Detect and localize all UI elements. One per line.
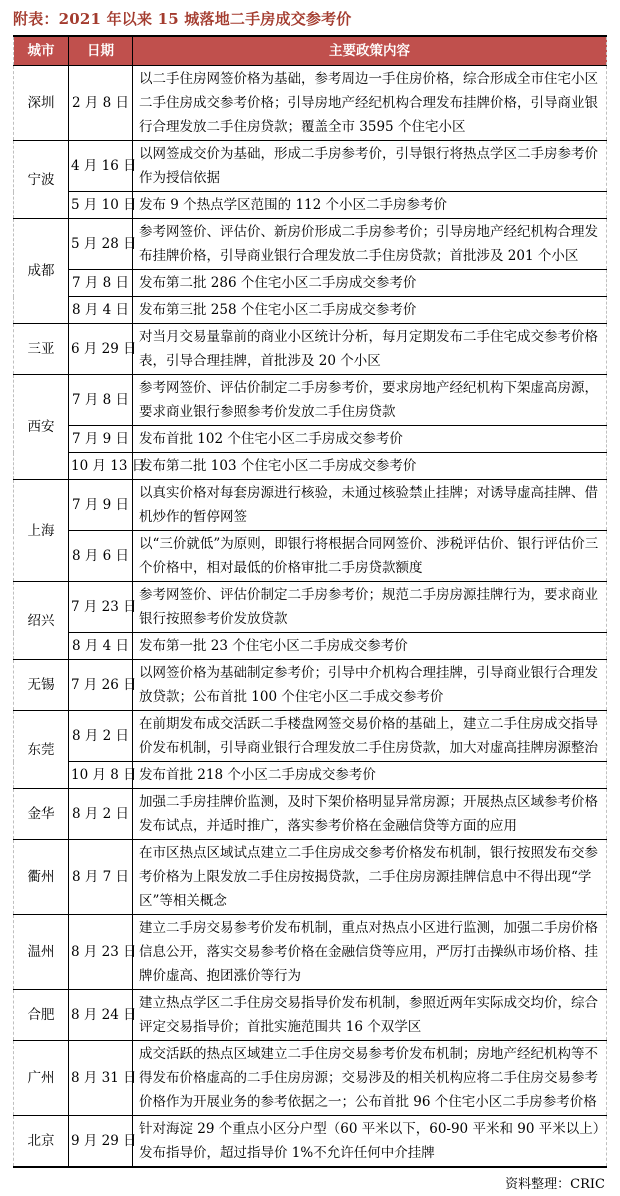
- city-cell: 金华: [14, 789, 69, 840]
- date-cell: 7 月 8 日: [69, 270, 133, 297]
- table-row: [14, 762, 607, 789]
- date-cell: 7 月 9 日: [69, 426, 133, 453]
- table-row: [14, 66, 607, 141]
- policy-table: [13, 35, 607, 1168]
- table-row: [14, 531, 607, 582]
- date-cell: 7 月 9 日: [69, 480, 133, 531]
- policy-content-cell: 以“三价就低”为原则，即银行将根据合同网签价、涉税评估价、银行评估价三个价格中，相对最低的价格审批二手房贷款额度: [133, 531, 607, 582]
- policy-content-cell: 以网签成交价为基础，形成二手房参考价，引导银行将热点学区二手房参考价作为授信依据: [133, 141, 607, 192]
- city-cell: 合肥: [14, 990, 69, 1041]
- table-row: [14, 453, 607, 480]
- policy-content-cell: 加强二手房挂牌价监测，及时下架价格明显异常房源；开展热点区域参考价格发布试点，并适时推广，落实参考价格在金融信贷等方面的应用: [133, 789, 607, 840]
- table-row: [14, 375, 607, 426]
- policy-content-cell: 以真实价格对每套房源进行核验，未通过核验禁止挂牌；对诱导虚高挂牌、借机炒作的暂停网签: [133, 480, 607, 531]
- policy-content-cell: 发布首批 218 个小区二手房成交参考价: [133, 762, 607, 789]
- date-cell: 8 月 7 日: [69, 840, 133, 915]
- policy-content-cell: 针对海淀 29 个重点小区分户型（60 平米以下，60-90 平米和 90 平米以上）发布指导价，超过指导价 1%不允许任何中介挂牌: [133, 1116, 607, 1168]
- page-title: 附表：2021 年以来 15 城落地二手房成交参考价: [13, 10, 352, 28]
- policy-content-cell: 发布首批 102 个住宅小区二手房成交参考价: [133, 426, 607, 453]
- policy-content-cell: 对当月交易量靠前的商业小区统计分析，每月定期发布二手住宅成交参考价格表，引导合理挂牌，首批涉及 20 个小区: [133, 324, 607, 375]
- policy-content-cell: 参考网签价、评估价制定二手房参考价；规范二手房房源挂牌行为，要求商业银行按照参考价发放贷款: [133, 582, 607, 633]
- column-header-city: 城市: [14, 36, 69, 66]
- table-row: [14, 711, 607, 762]
- policy-content-cell: 在市区热点区域试点建立二手住房成交参考价格发布机制，银行按照发布交参考价格为上限发放二手住房按揭贷款，二手住房房源挂牌信息中不得出现“学区”等相关概念: [133, 840, 607, 915]
- source-credit: 资料整理：CRIC: [505, 1177, 605, 1192]
- policy-content-cell: 发布 9 个热点学区范围的 112 个小区二手房参考价: [133, 192, 607, 219]
- city-cell: 温州: [14, 915, 69, 990]
- table-row: [14, 297, 607, 324]
- date-cell: 2 月 8 日: [69, 66, 133, 141]
- policy-content-cell: 参考网签价、评估价制定二手房参考价，要求房地产经纪机构下架虚高房源，要求商业银行参照参考价发放二手住房贷款: [133, 375, 607, 426]
- city-cell: 宁波: [14, 141, 69, 219]
- table-row: [14, 324, 607, 375]
- policy-content-cell: 发布第二批 103 个住宅小区二手房成交参考价: [133, 453, 607, 480]
- city-cell: 成都: [14, 219, 69, 324]
- table-row: [14, 660, 607, 711]
- policy-content-cell: 参考网签价、评估价、新房价形成二手房参考价；引导房地产经纪机构合理发布挂牌价格，引导商业银行合理发放二手住房贷款；首批涉及 201 个小区: [133, 219, 607, 270]
- table-row: [14, 840, 607, 915]
- table-row: [14, 915, 607, 990]
- date-cell: 8 月 4 日: [69, 633, 133, 660]
- city-cell: 上海: [14, 480, 69, 582]
- policy-content-cell: 以二手住房网签价格为基础，参考周边一手住房价格，综合形成全市住宅小区二手住房成交参考价格；引导房地产经纪机构合理发布挂牌价格，引导商业银行合理发放二手住房贷款；覆盖全市 3595 个住宅小区: [133, 66, 607, 141]
- policy-content-cell: 发布第三批 258 个住宅小区二手房成交参考价: [133, 297, 607, 324]
- city-cell: 西安: [14, 375, 69, 480]
- city-cell: 深圳: [14, 66, 69, 141]
- date-cell: 9 月 29 日: [69, 1116, 133, 1168]
- table-row: [14, 582, 607, 633]
- city-cell: 北京: [14, 1116, 69, 1168]
- table-row: [14, 1116, 607, 1168]
- policy-content-cell: 在前期发布成交活跃二手楼盘网签交易价格的基础上，建立二手住房成交指导价发布机制，引导商业银行合理发放二手住房贷款，加大对虚高挂牌房源整治: [133, 711, 607, 762]
- date-cell: 8 月 23 日: [69, 915, 133, 990]
- city-cell: 绍兴: [14, 582, 69, 660]
- date-cell: 4 月 16 日: [69, 141, 133, 192]
- column-header-policy: 主要政策内容: [133, 36, 607, 66]
- table-row: [14, 633, 607, 660]
- date-cell: 8 月 2 日: [69, 711, 133, 762]
- table-row: [14, 219, 607, 270]
- table-row: [14, 480, 607, 531]
- table-row: [14, 990, 607, 1041]
- date-cell: 8 月 6 日: [69, 531, 133, 582]
- policy-content-cell: 以网签价格为基础制定参考价；引导中介机构合理挂牌，引导商业银行合理发放贷款；公布首批 100 个住宅小区二手成交参考价: [133, 660, 607, 711]
- table-row: [14, 270, 607, 297]
- policy-content-cell: 发布第二批 286 个住宅小区二手房成交参考价: [133, 270, 607, 297]
- column-header-date: 日期: [69, 36, 133, 66]
- city-cell: 衢州: [14, 840, 69, 915]
- city-cell: 无锡: [14, 660, 69, 711]
- date-cell: 5 月 28 日: [69, 219, 133, 270]
- table-row: [14, 141, 607, 192]
- date-cell: 8 月 24 日: [69, 990, 133, 1041]
- date-cell: 8 月 2 日: [69, 789, 133, 840]
- city-cell: 广州: [14, 1041, 69, 1116]
- date-cell: 10 月 13 日: [69, 453, 133, 480]
- date-cell: 7 月 23 日: [69, 582, 133, 633]
- table-body: [14, 66, 607, 1168]
- table-row: [14, 1041, 607, 1116]
- table-row: [14, 426, 607, 453]
- city-cell: 三亚: [14, 324, 69, 375]
- table-header-row: [14, 36, 607, 66]
- date-cell: 7 月 8 日: [69, 375, 133, 426]
- date-cell: 8 月 4 日: [69, 297, 133, 324]
- table-row: [14, 192, 607, 219]
- policy-content-cell: 发布第一批 23 个住宅小区二手房成交参考价: [133, 633, 607, 660]
- city-cell: 东莞: [14, 711, 69, 789]
- date-cell: 7 月 26 日: [69, 660, 133, 711]
- date-cell: 8 月 31 日: [69, 1041, 133, 1116]
- table-row: [14, 789, 607, 840]
- date-cell: 5 月 10 日: [69, 192, 133, 219]
- policy-content-cell: 建立二手房交易参考价发布机制，重点对热点小区进行监测，加强二手房价格信息公开，落实交易参考价格在金融信贷等应用，严厉打击操纵市场价格、挂牌价虚高、抱团涨价等行为: [133, 915, 607, 990]
- policy-content-cell: 成交活跃的热点区域建立二手住房交易参考价发布机制；房地产经纪机构等不得发布价格虚高的二手住房房源；交易涉及的相关机构应将二手住房交易参考价格作为开展业务的参考依据之一；公布首批 96 个住宅小区二手房参考价格: [133, 1041, 607, 1116]
- policy-content-cell: 建立热点学区二手住房交易指导价发布机制，参照近两年实际成交均价，综合评定交易指导价；首批实施范围共 16 个双学区: [133, 990, 607, 1041]
- date-cell: 10 月 8 日: [69, 762, 133, 789]
- date-cell: 6 月 29 日: [69, 324, 133, 375]
